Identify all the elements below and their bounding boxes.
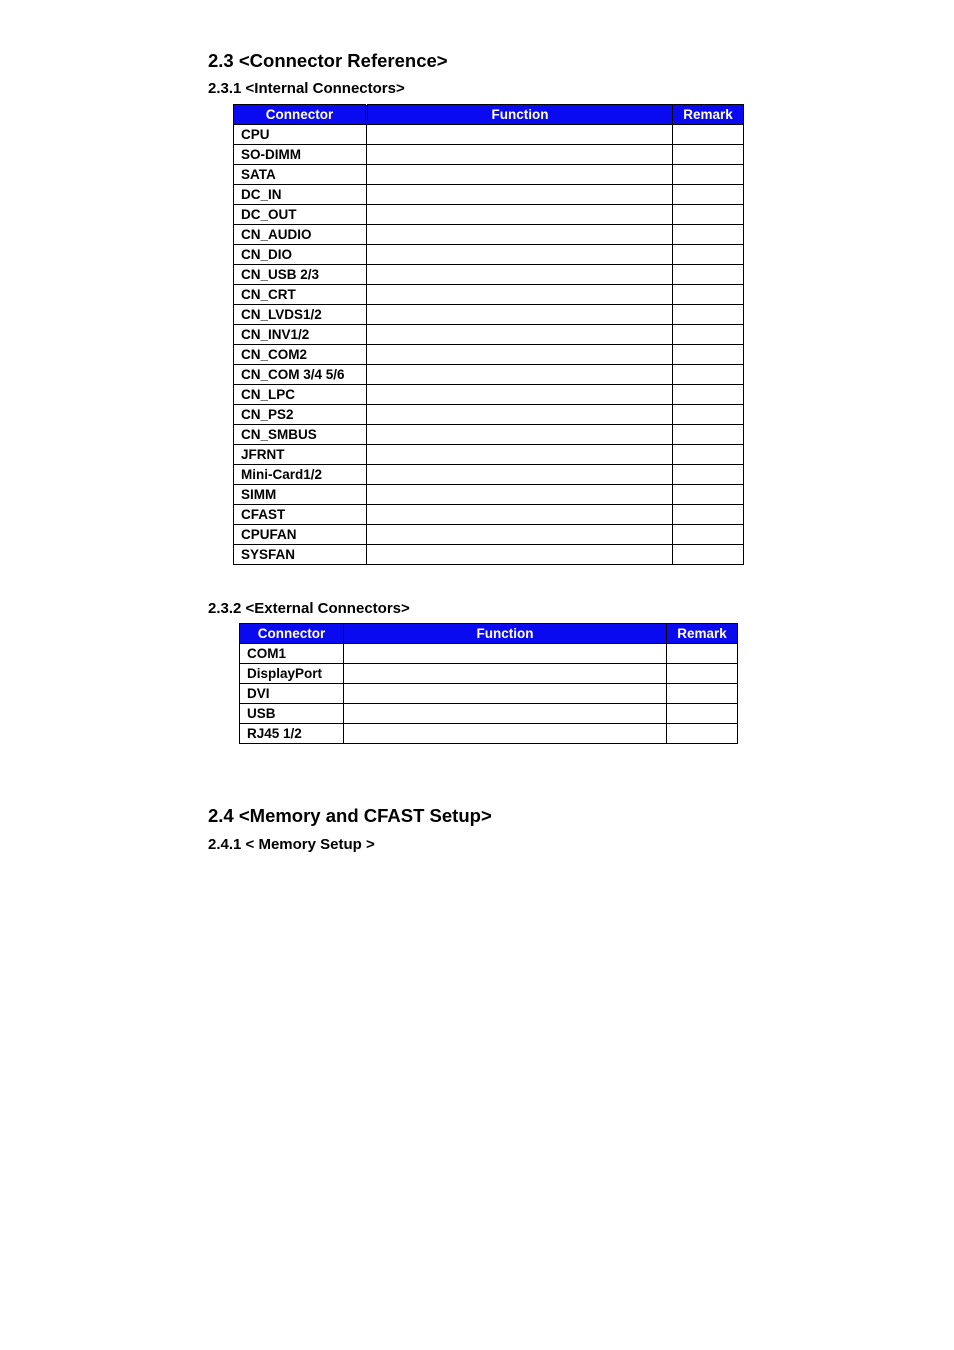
connector-cell: DVI <box>240 684 344 704</box>
table-row <box>234 305 744 325</box>
remark-cell <box>673 325 744 345</box>
remark-cell <box>673 125 744 145</box>
function-cell <box>344 644 667 664</box>
remark-cell <box>673 365 744 385</box>
table-row <box>240 724 738 744</box>
remark-cell <box>673 185 744 205</box>
function-cell <box>367 285 673 305</box>
connector-cell: CN_LVDS1/2 <box>234 305 367 325</box>
function-cell <box>367 145 673 165</box>
function-cell <box>367 265 673 285</box>
connector-cell: CN_DIO <box>234 245 367 265</box>
table-row <box>240 664 738 684</box>
connector-cell: DisplayPort <box>240 664 344 684</box>
table-row <box>234 165 744 185</box>
function-cell <box>367 445 673 465</box>
table-row <box>234 225 744 245</box>
function-cell <box>344 664 667 684</box>
connector-cell: RJ45 1/2 <box>240 724 344 744</box>
table-row <box>234 245 744 265</box>
connector-cell: CN_AUDIO <box>234 225 367 245</box>
function-cell <box>367 345 673 365</box>
table-row <box>234 505 744 525</box>
function-cell <box>367 325 673 345</box>
connector-cell: CN_USB 2/3 <box>234 265 367 285</box>
table-row <box>234 185 744 205</box>
remark-cell <box>673 385 744 405</box>
table-row <box>234 545 744 565</box>
connector-cell: SYSFAN <box>234 545 367 565</box>
header-function: Function <box>344 624 667 644</box>
table-row <box>240 684 738 704</box>
function-cell <box>367 545 673 565</box>
function-cell <box>367 185 673 205</box>
remark-cell <box>673 485 744 505</box>
remark-cell <box>673 225 744 245</box>
header-function: Function <box>367 105 673 125</box>
remark-cell <box>673 545 744 565</box>
table-row <box>234 485 744 505</box>
function-cell <box>367 505 673 525</box>
remark-cell <box>673 445 744 465</box>
table-row <box>234 345 744 365</box>
connector-cell: DC_IN <box>234 185 367 205</box>
function-cell <box>367 225 673 245</box>
header-connector: Connector <box>240 624 344 644</box>
function-cell <box>344 684 667 704</box>
remark-cell <box>673 505 744 525</box>
function-cell <box>367 525 673 545</box>
connector-cell: CN_CRT <box>234 285 367 305</box>
connector-cell: CN_COM2 <box>234 345 367 365</box>
connector-cell: CN_LPC <box>234 385 367 405</box>
external-connectors-table <box>239 623 738 744</box>
function-cell <box>367 425 673 445</box>
function-cell <box>367 385 673 405</box>
connector-cell: CFAST <box>234 505 367 525</box>
function-cell <box>367 125 673 145</box>
connector-cell: SO-DIMM <box>234 145 367 165</box>
function-cell <box>367 465 673 485</box>
table-header-row <box>240 624 738 644</box>
connector-cell: COM1 <box>240 644 344 664</box>
remark-cell <box>673 425 744 445</box>
section-2-3-2-title: 2.3.2 <External Connectors> <box>208 600 410 617</box>
connector-cell: CN_INV1/2 <box>234 325 367 345</box>
header-remark: Remark <box>673 105 744 125</box>
function-cell <box>367 165 673 185</box>
remark-cell <box>667 644 738 664</box>
table-row <box>234 265 744 285</box>
connector-cell: CN_SMBUS <box>234 425 367 445</box>
remark-cell <box>667 664 738 684</box>
header-connector: Connector <box>234 105 367 125</box>
function-cell <box>367 245 673 265</box>
connector-cell: CPU <box>234 125 367 145</box>
remark-cell <box>673 465 744 485</box>
section-2-4-title: 2.4 <Memory and CFAST Setup> <box>208 805 492 826</box>
function-cell <box>367 405 673 425</box>
table-row <box>234 525 744 545</box>
connector-cell: Mini-Card1/2 <box>234 465 367 485</box>
remark-cell <box>667 704 738 724</box>
table-row <box>234 405 744 425</box>
connector-cell: DC_OUT <box>234 205 367 225</box>
function-cell <box>367 365 673 385</box>
section-2-4-1-title: 2.4.1 < Memory Setup > <box>208 836 375 853</box>
table-row <box>234 325 744 345</box>
remark-cell <box>673 405 744 425</box>
table-row <box>240 644 738 664</box>
remark-cell <box>673 525 744 545</box>
section-2-3-title: 2.3 <Connector Reference> <box>208 50 448 71</box>
table-row <box>240 704 738 724</box>
connector-cell: JFRNT <box>234 445 367 465</box>
header-remark: Remark <box>667 624 738 644</box>
remark-cell <box>673 245 744 265</box>
function-cell <box>344 724 667 744</box>
function-cell <box>367 305 673 325</box>
remark-cell <box>673 285 744 305</box>
connector-cell: SIMM <box>234 485 367 505</box>
remark-cell <box>673 305 744 325</box>
function-cell <box>344 704 667 724</box>
table-row <box>234 205 744 225</box>
function-cell <box>367 205 673 225</box>
table-row <box>234 145 744 165</box>
table-row <box>234 465 744 485</box>
table-row <box>234 425 744 445</box>
table-row <box>234 385 744 405</box>
table-header-row <box>234 105 744 125</box>
remark-cell <box>673 145 744 165</box>
remark-cell <box>673 205 744 225</box>
remark-cell <box>667 724 738 744</box>
connector-cell: SATA <box>234 165 367 185</box>
remark-cell <box>673 345 744 365</box>
remark-cell <box>673 265 744 285</box>
table-row <box>234 365 744 385</box>
connector-cell: CN_PS2 <box>234 405 367 425</box>
remark-cell <box>667 684 738 704</box>
table-row <box>234 125 744 145</box>
table-row <box>234 445 744 465</box>
function-cell <box>367 485 673 505</box>
connector-cell: CPUFAN <box>234 525 367 545</box>
table-row <box>234 285 744 305</box>
connector-cell: USB <box>240 704 344 724</box>
connector-cell: CN_COM 3/4 5/6 <box>234 365 367 385</box>
internal-connectors-table <box>233 104 744 565</box>
remark-cell <box>673 165 744 185</box>
section-2-3-1-title: 2.3.1 <Internal Connectors> <box>208 80 405 97</box>
